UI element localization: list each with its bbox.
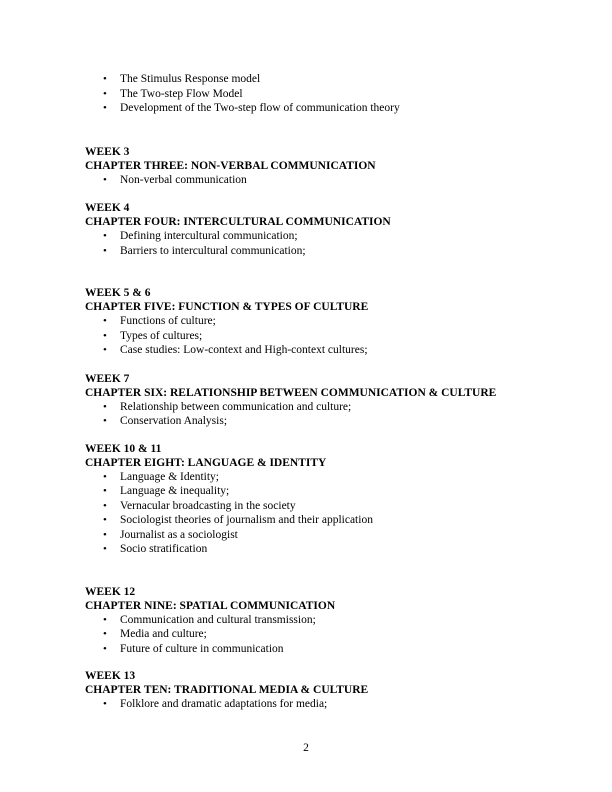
list-item — [85, 72, 555, 87]
list-item-text: Language & Identity; — [120, 470, 219, 483]
week-heading: WEEK 3 — [85, 145, 130, 158]
list-item-text: Defining intercultural communication; — [120, 230, 298, 242]
list-item — [85, 542, 555, 557]
list-item-text: Future of culture in communication — [120, 642, 284, 655]
bullet-icon: • — [103, 102, 107, 114]
topic-list — [85, 400, 555, 429]
list-item — [85, 414, 555, 429]
week-heading: WEEK 4 — [85, 202, 130, 214]
list-item — [85, 343, 555, 358]
bullet-icon: • — [103, 315, 107, 327]
list-item-text: Journalist as a sociologist — [120, 528, 238, 541]
chapter-heading: CHAPTER FIVE: FUNCTION & TYPES OF CULTURE — [85, 301, 369, 313]
list-item — [85, 528, 555, 543]
bullet-icon: • — [103, 514, 107, 526]
bullet-icon: • — [103, 344, 107, 356]
list-item-text: Conservation Analysis; — [120, 415, 228, 427]
topic-list — [85, 613, 555, 657]
chapter-heading: CHAPTER FOUR: INTERCULTURAL COMMUNICATION — [85, 216, 391, 228]
list-item-text: Socio stratification — [120, 543, 208, 555]
list-item — [85, 642, 555, 657]
section-week-7 — [85, 372, 555, 429]
topic-list — [85, 470, 555, 557]
bullet-icon: • — [103, 173, 107, 186]
list-item — [85, 499, 555, 514]
list-item-text: Communication and cultural transmission; — [120, 613, 316, 626]
list-item-text: Folklore and dramatic adaptations for media; — [120, 698, 328, 710]
chapter-heading: CHAPTER EIGHT: LANGUAGE & IDENTITY — [85, 456, 327, 469]
list-item — [85, 244, 555, 259]
bullet-icon: • — [103, 400, 107, 413]
list-item — [85, 613, 555, 628]
bullet-icon: • — [103, 485, 107, 497]
bullet-icon: • — [103, 499, 107, 512]
bullet-icon: • — [103, 528, 107, 541]
week-heading: WEEK 13 — [85, 670, 136, 682]
chapter-heading: CHAPTER THREE: NON-VERBAL COMMUNICATION — [85, 159, 376, 172]
list-item-text: Development of the Two-step flow of communication theory — [120, 102, 400, 114]
list-item — [85, 627, 555, 642]
week-heading: WEEK 10 & 11 — [85, 442, 162, 455]
bullet-icon: • — [103, 698, 107, 710]
list-item-text: Sociologist theories of journalism and their application — [120, 514, 373, 526]
list-item-text: Types of cultures; — [120, 329, 203, 342]
topic-list — [85, 314, 555, 358]
bullet-icon: • — [103, 415, 107, 427]
list-item — [85, 329, 555, 344]
section-week-10-11 — [85, 442, 555, 557]
bullet-icon: • — [103, 613, 107, 626]
intro-list — [85, 72, 555, 116]
section-week-3 — [85, 145, 555, 188]
list-item-text: Functions of culture; — [120, 315, 216, 327]
bullet-icon: • — [103, 628, 107, 640]
bullet-icon: • — [103, 87, 107, 100]
topic-list — [85, 697, 555, 712]
list-item-text: The Two-step Flow Model — [120, 87, 243, 100]
bullet-icon: • — [103, 543, 107, 555]
list-item — [85, 314, 555, 329]
list-item-text: Barriers to intercultural communication; — [120, 244, 306, 257]
section-week-13 — [85, 669, 555, 712]
chapter-heading: CHAPTER NINE: SPATIAL COMMUNICATION — [85, 599, 336, 612]
topic-list — [85, 173, 555, 188]
week-heading: WEEK 5 & 6 — [85, 287, 151, 299]
list-item — [85, 101, 555, 116]
bullet-icon: • — [103, 73, 107, 85]
section-week-12 — [85, 585, 555, 657]
document-body — [85, 72, 555, 712]
list-item — [85, 87, 555, 102]
list-item-text: Media and culture; — [120, 628, 207, 640]
list-item — [85, 470, 555, 485]
list-item — [85, 484, 555, 499]
list-item — [85, 697, 555, 712]
list-item-text: Case studies: Low-context and High-context cultures; — [120, 344, 368, 356]
list-item-text: Relationship between communication and culture; — [120, 400, 352, 413]
list-item-text: Language & inequality; — [120, 485, 230, 497]
week-heading: WEEK 7 — [85, 372, 130, 385]
section-week-4 — [85, 201, 555, 258]
list-item — [85, 229, 555, 244]
chapter-heading: CHAPTER SIX: RELATIONSHIP BETWEEN COMMUNICATION & CULTURE — [85, 386, 497, 399]
list-item-text: Non-verbal communication — [120, 173, 247, 186]
bullet-icon: • — [103, 470, 107, 483]
bullet-icon: • — [103, 329, 107, 342]
list-item — [85, 173, 555, 188]
topic-list — [85, 229, 555, 258]
section-week-5-6 — [85, 286, 555, 358]
list-item-text: The Stimulus Response model — [120, 73, 261, 85]
week-heading: WEEK 12 — [85, 585, 136, 598]
bullet-icon: • — [103, 244, 107, 257]
bullet-icon: • — [103, 230, 107, 242]
list-item-text: Vernacular broadcasting in the society — [120, 499, 296, 512]
page-number: 2 — [303, 742, 309, 754]
chapter-heading: CHAPTER TEN: TRADITIONAL MEDIA & CULTURE — [85, 684, 369, 696]
bullet-icon: • — [103, 642, 107, 655]
list-item — [85, 400, 555, 415]
list-item — [85, 513, 555, 528]
